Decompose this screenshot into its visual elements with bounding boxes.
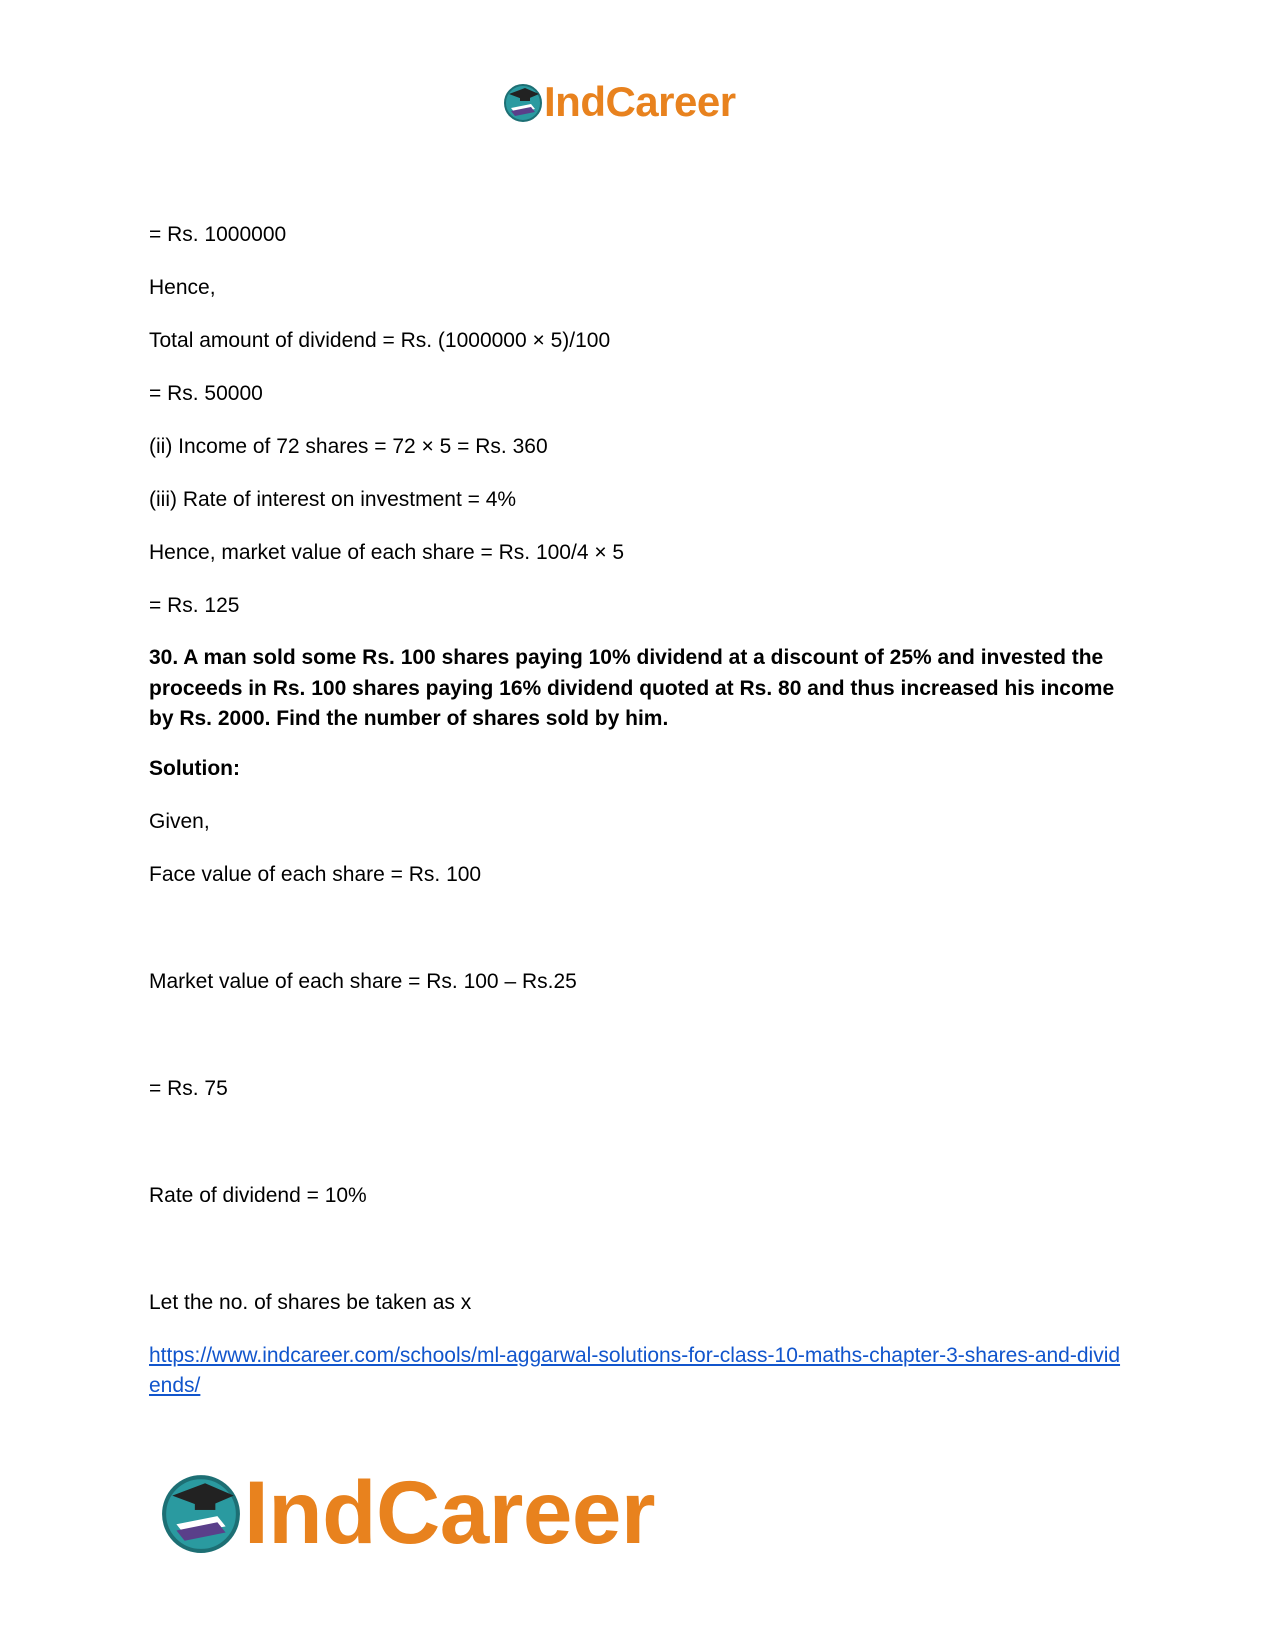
text-line: Given, — [149, 810, 210, 833]
graduation-cap-books-globe-icon — [160, 1471, 242, 1553]
text-line: = Rs. 50000 — [149, 382, 263, 405]
solution-heading: Solution: — [149, 757, 240, 780]
source-link[interactable]: https://www.indcareer.com/schools/ml-aggarwal-solutions-for-class-10-maths-chapter-3-shares-and-dividends/ — [149, 1344, 1121, 1397]
text-line: Let the no. of shares be taken as x — [149, 1291, 472, 1314]
logo-text: IndCareer — [244, 1462, 655, 1562]
header-logo — [503, 80, 736, 124]
text-line: = Rs. 1000000 — [149, 223, 287, 246]
logo-text: IndCareer — [544, 78, 736, 125]
text-line: Face value of each share = Rs. 100 — [149, 863, 482, 886]
text-line: Hence, market value of each share = Rs. 100/4 × 5 — [149, 541, 625, 564]
question-30: 30. A man sold some Rs. 100 shares paying 10% dividend at a discount of 25% and invested the proceeds in Rs. 100 shares paying 16% dividend quoted at Rs. 80 and thus increased his income by Rs. 2000. Find the number of shares sold by him. — [149, 646, 1115, 730]
graduation-cap-books-globe-icon — [503, 82, 543, 122]
text-line: (iii) Rate of interest on investment = 4% — [149, 488, 517, 511]
text-line: (ii) Income of 72 shares = 72 × 5 = Rs. 360 — [149, 435, 548, 458]
text-line: = Rs. 75 — [149, 1077, 228, 1100]
text-line: Market value of each share = Rs. 100 – Rs.25 — [149, 970, 577, 993]
footer-logo — [160, 1462, 655, 1562]
text-line: Rate of dividend = 10% — [149, 1184, 367, 1207]
text-line: Hence, — [149, 276, 216, 299]
text-line: = Rs. 125 — [149, 594, 240, 617]
text-line: Total amount of dividend = Rs. (1000000 × 5)/100 — [149, 329, 611, 352]
